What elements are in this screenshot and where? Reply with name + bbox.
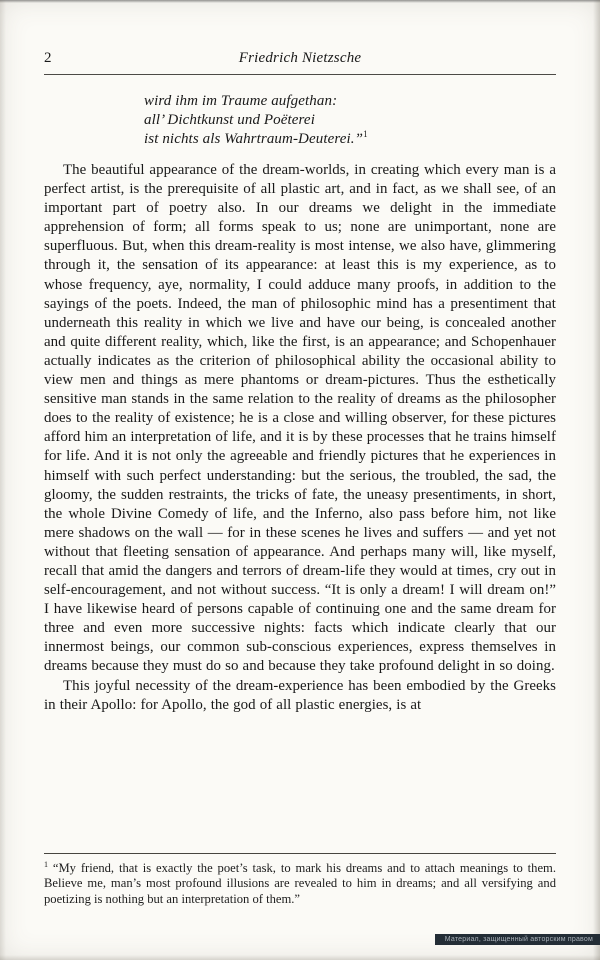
copyright-watermark: Материал, защищенный авторским правом <box>435 934 600 945</box>
epigraph-line-2: all’ Dichtkunst und Poëterei <box>144 112 315 128</box>
page-number: 2 <box>44 50 52 66</box>
verse-epigraph <box>44 92 556 149</box>
scan-edge-right <box>593 0 600 960</box>
footnote-marker: 1 <box>44 859 48 869</box>
epigraph-line-1: wird ihm im Traume aufgethan: <box>144 93 338 109</box>
footnote-reference-superscript: 1 <box>363 129 368 139</box>
scan-edge-top <box>0 0 600 3</box>
scan-edge-bottom <box>0 955 600 960</box>
footnote <box>44 861 556 908</box>
scan-edge-left <box>0 0 6 960</box>
footnote-separator-rule <box>44 853 556 854</box>
epigraph-line-3-text: ist nichts als Wahrtraum-Deuterei.” <box>144 131 364 147</box>
running-head-title: Friedrich Nietzsche <box>238 50 362 66</box>
running-header <box>44 50 556 75</box>
footnote-area <box>44 853 556 908</box>
body-paragraph-1: The beautiful appearance of the dream-worlds, in creating which every man is a perfect artist, is the prerequisite of all plastic art, and in fact, as we shall see, of an important part of poetry also. In our dreams we delight in the immediate apprehension of form; all forms speak to us; none are unimportant, none are superfluous. But, when this dream-reality is most intense, we also have, glimmering through it, the sensation of its appearance: at least this is my experience, as to whose frequency, aye, normality, I could adduce many proofs, in addition to the sayings of the poets. Indeed, the man of philosophic mind has a presentiment that underneath this reality in which we live and have our being, is concealed another and quite different reality, which, like the first, is an appearance; and Schopenhauer actually indicates as the criterion of philosophical ability the occasional ability to view men and things as mere phantoms or dream-pictures. Thus the esthetically sensitive man stands in the same relation to the reality of dreams as the philosopher does to the reality of existence; he is a close and willing observer, for these pictures afford him an interpretation of life, and it is by these processes that he trains himself for life. And it is not only the agreeable and friendly pictures that he experiences in himself with such perfect understanding: but the serious, the troubled, the sad, the gloomy, the sudden restraints, the tricks of fate, the uneasy presentiments, in short, the whole Divine Comedy of life, and the Inferno, also pass before him, not like mere shadows on the wall — for in these scenes he lives and suffers — and yet not without that fleeting sensation of appearance. And perhaps many will, like myself, recall that amid the dangers and terrors of dream-life they would at times, cry out in self-encouragement, and not without success. “It is only a dream! I will dream on!” I have likewise heard of persons capable of continuing one and the same dream for three and even more successive nights: facts which indicate clearly that our innermost beings, our common sub-conscious experiences, express themselves in dreams because they must do so and because they take profound delight in so doing. <box>44 162 556 675</box>
footnote-text: “My friend, that is exactly the poet’s task, to mark his dreams and to attach meanings to them. Believe me, man’s most profound illusions are revealed to him in dreams; and all versifying and poetizing is nothing but an interpretation of them.” <box>44 860 556 907</box>
body-text <box>44 161 556 715</box>
epigraph-line-3 <box>144 130 556 149</box>
body-paragraph-2: This joyful necessity of the dream-experience has been embodied by the Greeks in their Apollo: for Apollo, the god of all plastic energies, is at <box>44 677 556 713</box>
